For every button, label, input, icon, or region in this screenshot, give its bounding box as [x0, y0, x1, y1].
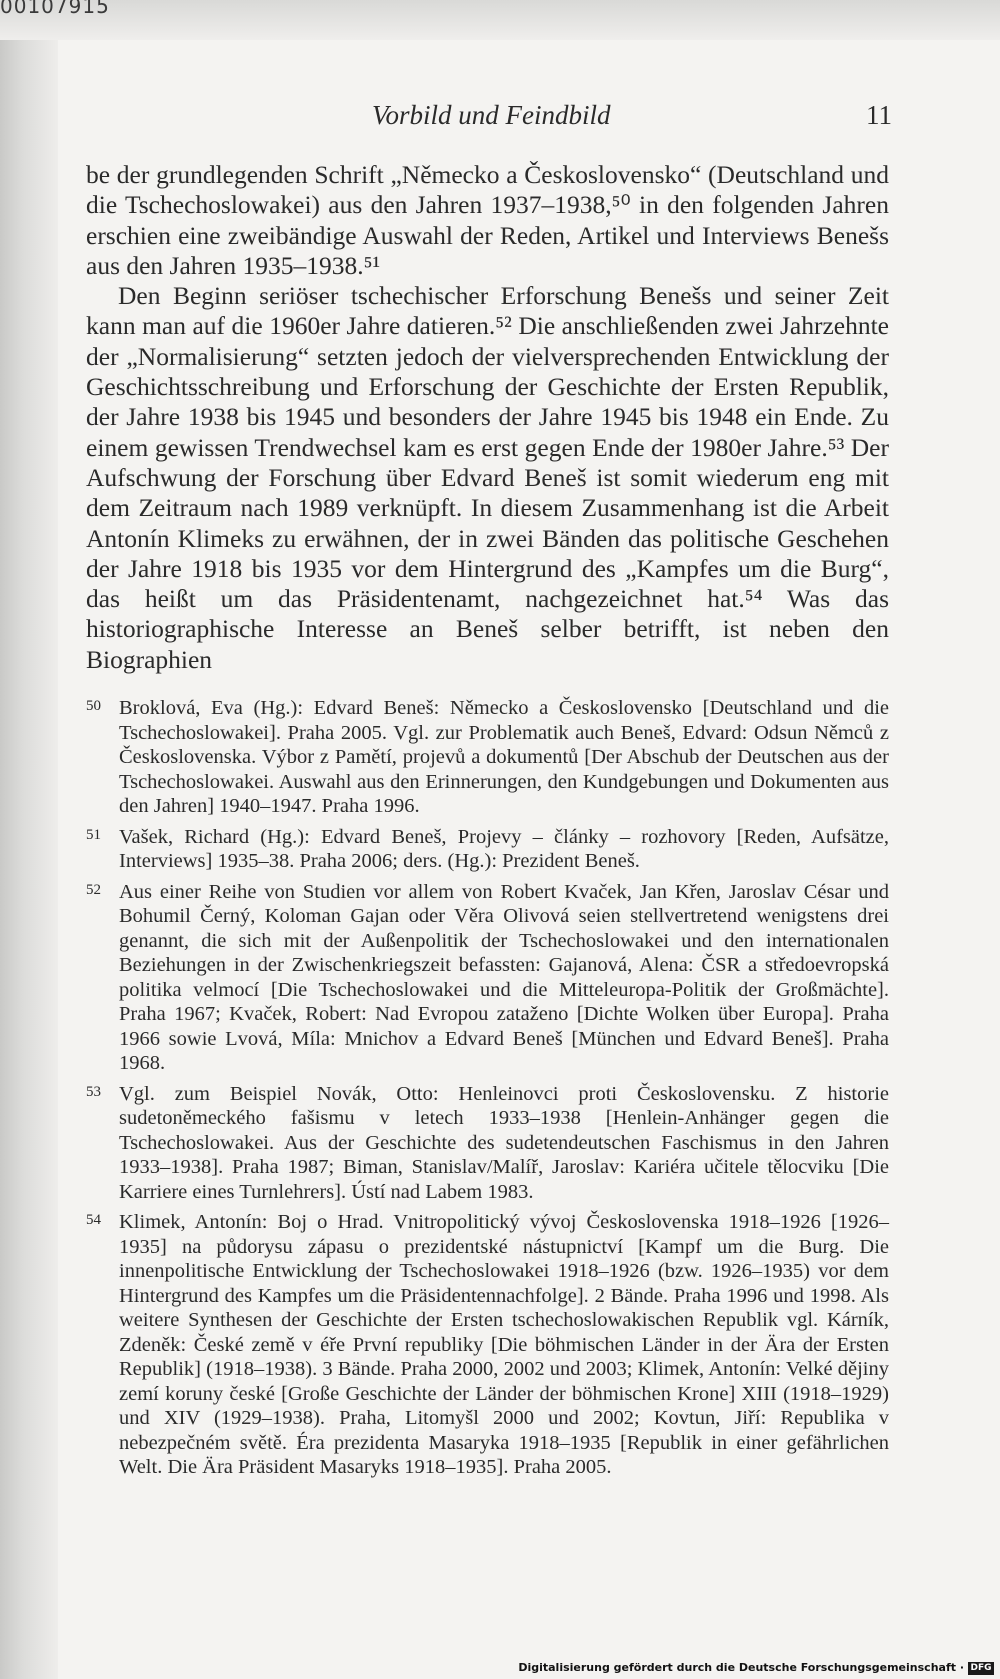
running-head: Vorbild und Feindbild	[372, 100, 611, 130]
archive-id: 00107915	[0, 0, 110, 18]
dfg-logo: DFG	[968, 1662, 994, 1675]
footnote-text: Klimek, Antonín: Boj o Hrad. Vnitropolitický vývoj Československa 1918–1926 [1926–1935] na půdorysu zápasu o prezidentské nástupnictví [Kampf um die Burg. Die innenpolitische Entwicklung der Tschechoslowakei 1918–1926 (bzw. 1926–1935) vor dem Hintergrund des Kampfes um die Präsidentennachfolge]. 2 Bände. Praha 1996 und 1998. Als weitere Synthesen der Geschichte der Ersten tschechoslowakischen Republik vgl. Kárník, Zdeněk: České země v éře První republiky [Die böhmischen Länder in der Ära der Ersten Republik] (1918–1938). 3 Bände. Praha 2000, 2002 und 2003; Klimek, Antonín: Velké dějiny zemí koruny české [Große Geschichte der Länder der böhmischen Krone] XIII (1918–1929) und XIV (1929–1938). Praha, Litomyšl 2000 und 2002; Kovtun, Jiří: Republika v nebezpečném světě. Éra prezidenta Masaryka 1918–1935 [Republik in einer gefährlichen Welt. Die Ära Präsident Masaryks 1918–1935]. Praha 2005.	[119, 1211, 889, 1478]
footnote-text: Broklová, Eva (Hg.): Edvard Beneš: Německo a Československo [Deutschland und die Tschechoslowakei]. Praha 2005. Vgl. zur Problematik auch Beneš, Edvard: Odsun Němců z Československa. Výbor z Pamětí, projevů a dokumentů [Der Abschub der Deutschen aus der Tschechoslowakei. Auswahl aus den Erinnerungen, den Kundgebungen und Dokumenten aus den Jahren] 1940–1947. Praha 1996.	[119, 697, 889, 817]
digitization-credit: Digitalisierung gefördert durch die Deutsche Forschungsgemeinschaft ·	[518, 1661, 964, 1674]
footnote-number: 53	[86, 1083, 101, 1100]
footnote	[86, 880, 889, 1076]
footnotes	[86, 696, 889, 1486]
body-paragraph: Den Beginn seriöser tschechischer Erforschung Benešs und seiner Zeit kann man auf die 1960er Jahre datieren.⁵² Die anschließenden zwei Jahrzehnte der „Normalisierung“ setzten jedoch der vielversprechenden Entwicklung der Geschichtsschreibung und Erforschung der Geschichte der Ersten Republik, der Jahre 1938 bis 1945 und besonders der Jahre 1945 bis 1948 ein Ende. Zu einem gewissen Trendwechsel kam es erst gegen Ende der 1980er Jahre.⁵³ Der Aufschwung der Forschung über Edvard Beneš ist somit wiederum eng mit dem Zeitraum nach 1989 verknüpft. In diesem Zusammenhang ist die Arbeit Antonín Klimeks zu erwähnen, der in zwei Bänden das politische Geschehen der Jahre 1918 bis 1935 vor dem Hintergrund des „Kampfes um die Burg“, das heißt um das Präsidentenamt, nachgezeichnet hat.⁵⁴ Was das historiographische Interesse an Beneš selber betrifft, ist neben den Biographien	[86, 281, 889, 674]
footnote	[86, 1082, 889, 1205]
footnote-number: 50	[86, 698, 101, 714]
footnote-text: Aus einer Reihe von Studien vor allem von Robert Kvaček, Jan Křen, Jaroslav César und Bohumil Černý, Koloman Gajan oder Věra Olivová seien stellvertretend wenigstens drei genannt, die sich mit der Außenpolitik der Tschechoslowakei und den internationalen Beziehungen in der Zwischenkriegszeit befassten: Gajanová, Alena: ČSR a středoevropská politika velmocí [Die Tschechoslowakei und die Mitteleuropa-Politik der Großmächte]. Praha 1967; Kvaček, Robert: Nad Evropou zataženo [Dichte Wolken über Europa]. Praha 1966 sowie Lvová, Míla: Mnichov a Edvard Beneš [München und Edvard Beneš]. Praha 1968.	[119, 880, 889, 1074]
footnote-number: 52	[86, 881, 101, 898]
scan-shadow-left	[0, 0, 58, 1679]
footnote-number: 51	[86, 826, 101, 843]
body-text	[86, 160, 889, 675]
footnote-text: Vgl. zum Beispiel Novák, Otto: Henleinovci proti Československu. Z historie sudetoněmeckého fašismu v letech 1933–1938 [Henlein-Anhänger gegen die Tschechoslowakei. Aus der Geschichte des sudetendeutschen Faschismus in den Jahren 1933–1938]. Praha 1987; Biman, Stanislav/Malíř, Jaroslav: Kariéra učitele tělocviku [Die Karriere eines Turnlehrers]. Ústí nad Labem 1983.	[119, 1082, 889, 1203]
footnote	[86, 696, 889, 819]
footnote-text: Vašek, Richard (Hg.): Edvard Beneš, Projevy – články – rozhovory [Reden, Aufsätze, Interviews] 1935–38. Praha 2006; ders. (Hg.): Prezident Beneš.	[119, 825, 889, 872]
footnote	[86, 825, 889, 874]
footnote	[86, 1210, 889, 1480]
scan-shadow-top	[0, 0, 1000, 40]
page-number: 11	[866, 100, 892, 130]
footnote-number: 54	[86, 1212, 101, 1228]
body-paragraph: be der grundlegenden Schrift „Německo a Československo“ (Deutschland und die Tschechoslowakei) aus den Jahren 1937–1938,⁵⁰ in den folgenden Jahren erschien eine zweibändige Auswahl der Reden, Artikel und Interviews Benešs aus den Jahren 1935–1938.⁵¹	[86, 160, 889, 280]
